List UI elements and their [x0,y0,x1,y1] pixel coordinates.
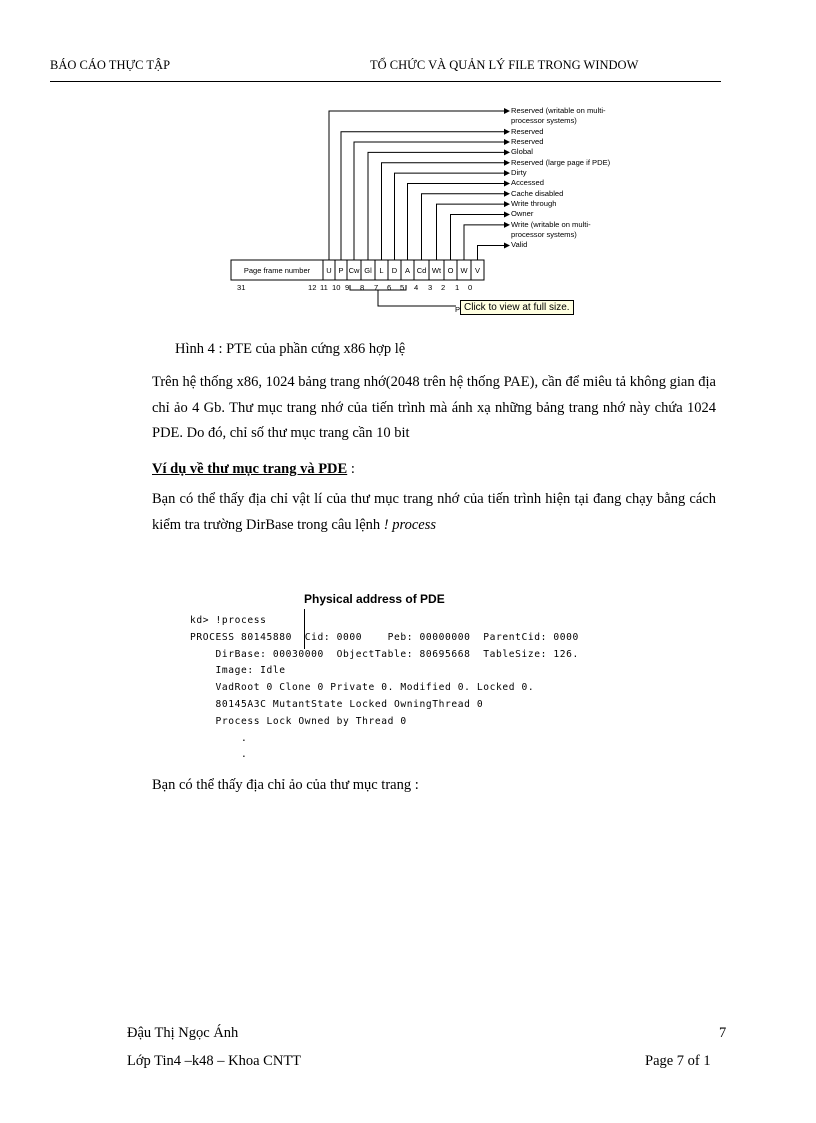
pte-arrow-head [504,180,510,186]
footer-class-info: Lớp Tin4 –k48 – Khoa CNTT [127,1053,302,1069]
bit-number: 31 [237,283,246,292]
bit-number: 1 [455,283,460,292]
pte-field-label: Page frame number [243,266,311,275]
pte-arrows [329,108,510,260]
console-output [190,615,579,766]
bit-number: 8 [360,283,365,292]
header-right: TỔ CHỨC VÀ QUẢN LÝ FILE TRONG WINDOW [370,58,639,72]
pte-arrow-head [504,222,510,228]
pte-arrow-head [504,129,510,135]
console-line: DirBase: 00030000 ObjectTable: 80695668 TableSize: 126. [190,648,579,660]
console-line: . [190,749,248,761]
pte-label: Write (writable on multi- [511,219,591,229]
pte-arrow-line [478,246,506,260]
pte-field-label: U [326,266,332,275]
pte-arrow-head [504,243,510,249]
pte-field-label: L [379,266,384,275]
pte-field-label: V [474,266,481,275]
console-line: VadRoot 0 Clone 0 Private 0. Modified 0. Locked 0. [190,682,535,694]
pte-label: processor systems) [511,116,577,126]
example-heading-text: Ví dụ về thư mục trang và PDE [152,461,348,477]
paragraph-1: Trên hệ thống x86, 1024 bảng trang nhớ(2048 trên hệ thống PAE), cần để miêu tả không gian địa chỉ ảo 4 Gb. Thư mục trang nhớ của tiến trình mà ánh xạ những bảng trang nhớ này chứa 1024 PDE. Do đó, chỉ số thư mục trang cần 10 bit [152,374,716,441]
partial-label-p: P [455,305,461,314]
bit-number: 11 [320,283,328,292]
pte-arrow-line [437,204,506,260]
bit-numbers [228,283,498,295]
example-heading-colon: : [347,461,355,477]
bit-number: 9 [345,283,350,292]
figure-caption: Hình 4 : PTE của phần cứng x86 hợp lệ [175,341,406,357]
pte-label: Cache disabled [511,188,564,198]
console-line: Process Lock Owned by Thread 0 [190,715,407,727]
pte-label-list [511,106,610,251]
pte-label: Reserved (large page if PDE) [511,157,611,167]
pte-field-label: P [338,266,344,275]
pte-label: Reserved [511,126,544,136]
pte-field-label: A [404,266,411,275]
console-line: 80145A3C MutantState Locked OwningThread 0 [190,698,484,710]
pte-arrow-line [395,173,506,260]
pte-label: Global [511,147,533,157]
pte-label: Dirty [511,168,527,178]
pte-arrow-line [464,225,505,260]
pte-arrow-head [504,191,510,197]
paragraph-2-text: Bạn có thể thấy địa chỉ vật lí của thư mục trang nhớ của tiến trình hiện tại đang chạy bằng cách kiểm tra trường DirBase trong câu lệnh [152,491,716,533]
pte-field-label: Cd [416,266,427,275]
console-line: Image: Idle [190,665,286,677]
pte-arrow-head [504,160,510,166]
process-command: ! process [383,516,436,533]
pte-arrow-line [354,142,505,260]
pte-arrow-head [504,201,510,207]
pte-label: processor systems) [511,230,577,240]
paragraph-2 [152,487,716,538]
pte-field-label: Cw [348,266,360,275]
pte-arrow-head [504,108,510,114]
bit-number: 10 [332,283,341,292]
pte-label: Owner [511,209,534,219]
header-left: BÁO CÁO THỰC TẬP [50,58,171,72]
console-line: kd> !process [190,615,267,626]
pte-arrow-head [504,170,510,176]
bit-number: 0 [468,283,473,292]
pte-arrow-line [341,132,505,260]
pte-label: Accessed [511,178,544,188]
bit-number: 7 [374,283,379,292]
pte-field-label: O [447,266,454,275]
pte-figure [228,100,628,320]
pte-arrow-line [329,111,505,260]
console-figure [190,592,630,772]
pte-field-label: Gl [364,266,372,275]
bit-number: 5 [400,283,405,292]
bit-number: 2 [441,283,446,292]
header-rule [50,81,721,82]
pte-label: Write through [511,199,557,209]
console-line: PROCESS 80145880 Cid: 0000 Peb: 00000000 ParentCid: 0000 [190,631,579,643]
footer-author: Đậu Thị Ngọc Ánh [127,1025,239,1041]
bit-number: 12 [308,283,317,292]
pte-field-label: W [460,266,468,275]
pte-label: Valid [511,240,528,250]
footer-page-of: Page 7 of 1 [645,1053,711,1069]
pte-field-boxes [231,260,484,280]
pte-label: Reserved (writable on multi- [511,106,606,115]
bit-number: 4 [414,283,419,292]
pte-arrow-line [408,183,506,260]
footer-page-number: 7 [719,1025,727,1041]
bit-number: 6 [387,283,392,292]
paragraph-3: Bạn có thể thấy địa chỉ ảo của thư mục trang : [152,777,419,793]
pte-field-label: D [391,266,398,275]
tooltip-view-full-size[interactable]: Click to view at full size. [460,300,574,315]
pte-arrow-head [504,139,510,145]
bit-number: 3 [428,283,433,292]
example-heading [152,461,355,478]
pte-label: Reserved [511,137,544,147]
pte-arrow-head [504,149,510,155]
pte-field-label: Wt [431,266,442,275]
console-line: . [190,732,248,744]
pte-arrow-head [504,212,510,218]
console-title: Physical address of PDE [304,592,445,606]
